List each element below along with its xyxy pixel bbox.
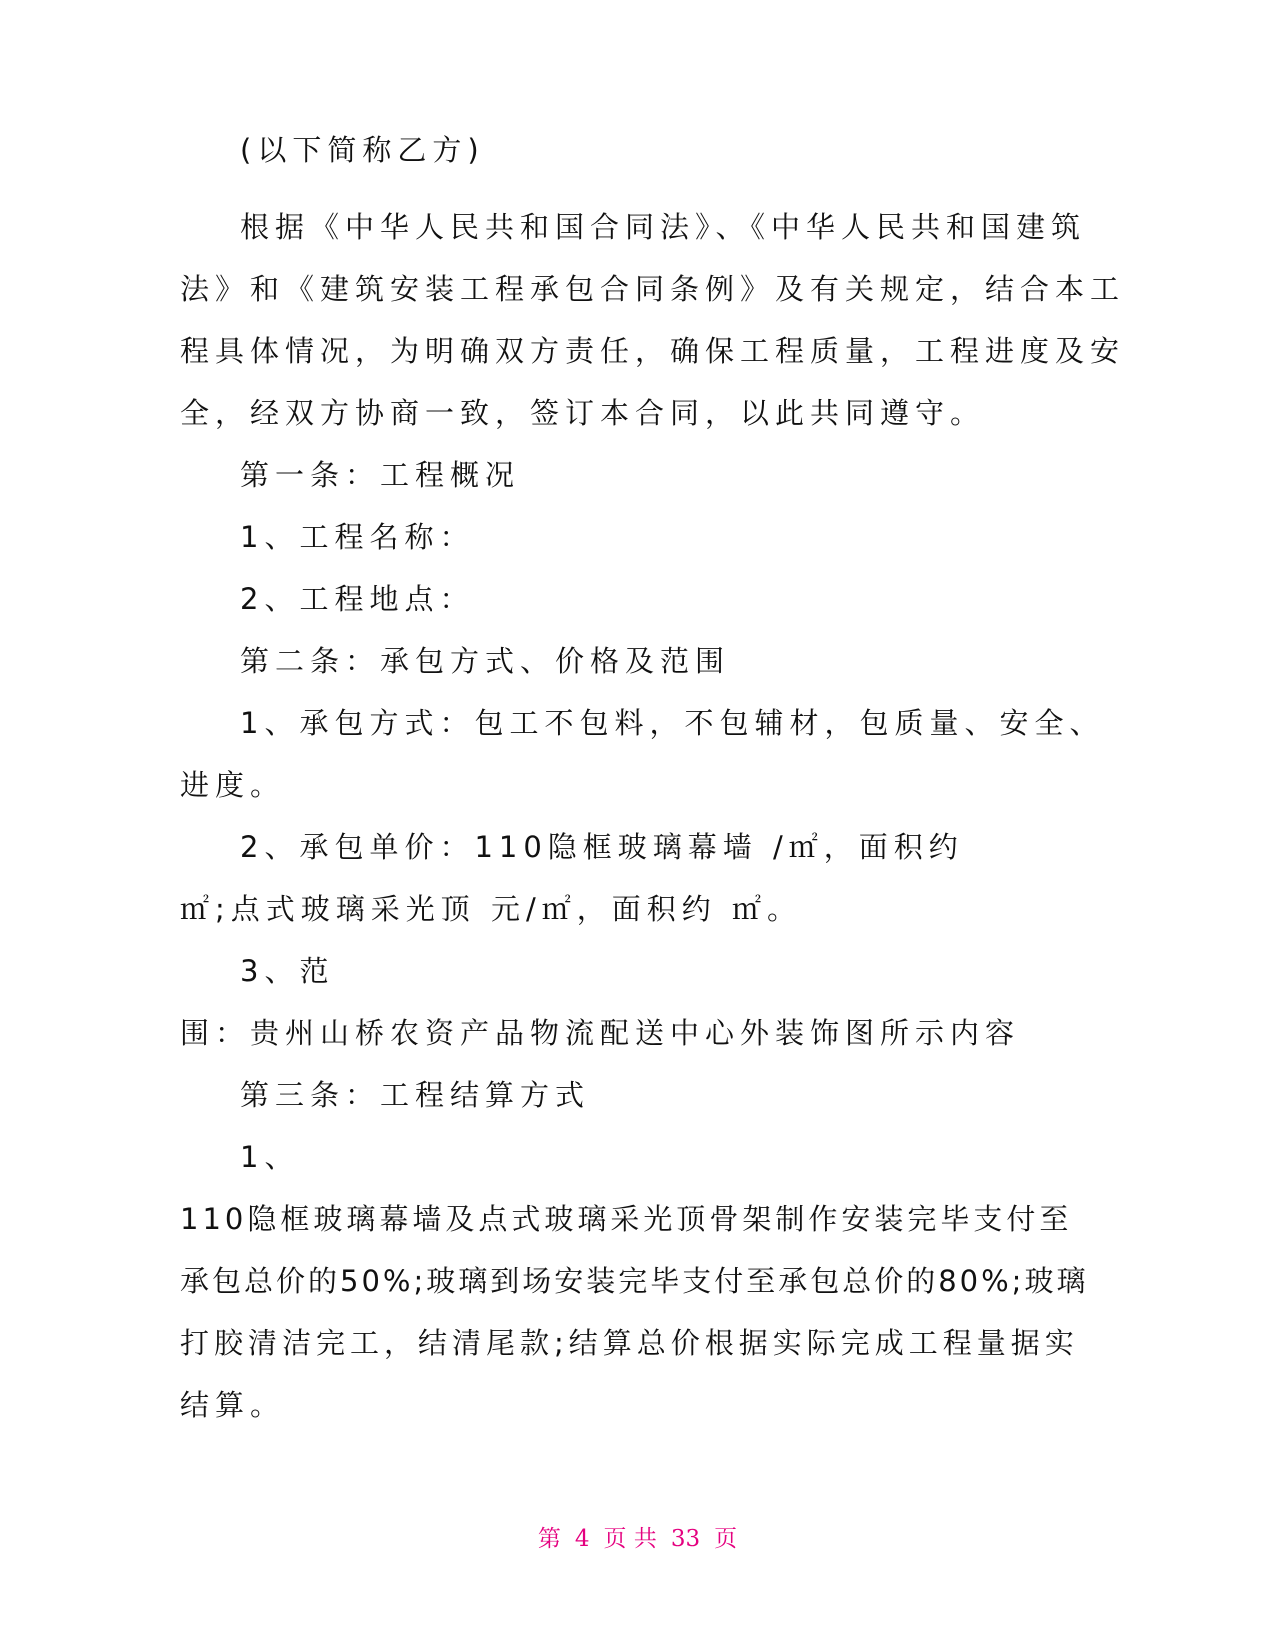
footer-middle: 页 共 xyxy=(603,1526,657,1552)
footer-current-page: 4 xyxy=(574,1526,590,1552)
paragraph-basis-line-4: 全，经双方协商一致，签订本合同，以此共同遵守。 xyxy=(180,396,986,430)
footer-total-pages: 33 xyxy=(670,1526,701,1552)
footer-prefix: 第 xyxy=(537,1526,561,1552)
article-3-item-1-line-1: 110隐框玻璃幕墙及点式玻璃采光顶骨架制作安装完毕支付至 xyxy=(180,1202,1073,1236)
article-2-item-2-line-1: 2、承包单价：110隐框玻璃幕墙 /㎡，面积约 xyxy=(240,830,964,864)
article-3-item-1-line-4: 结算。 xyxy=(180,1388,286,1422)
article-3-item-1-line-3: 打胶清洁完工，结清尾款;结算总价根据实际完成工程量据实 xyxy=(180,1326,1079,1360)
article-1-item-1: 1、工程名称： xyxy=(240,520,475,554)
footer-suffix: 页 xyxy=(714,1526,738,1552)
article-2-heading: 第二条：承包方式、价格及范围 xyxy=(240,644,731,678)
article-2-item-1-line-1: 1、承包方式：包工不包料，不包辅材，包质量、安全、 xyxy=(240,706,1105,740)
article-3-item-1-line-2: 承包总价的50%;玻璃到场安装完毕支付至承包总价的80%;玻璃 xyxy=(180,1264,1089,1298)
article-2-item-3-line-2: 围：贵州山桥农资产品物流配送中心外装饰图所示内容 xyxy=(180,1016,1021,1050)
paragraph-basis-line-3: 程具体情况，为明确双方责任，确保工程质量，工程进度及安 xyxy=(180,334,1126,368)
article-1-heading: 第一条：工程概况 xyxy=(240,458,521,492)
article-1-item-2: 2、工程地点： xyxy=(240,582,475,616)
paragraph-party-b-abbrev: (以下简称乙方) xyxy=(240,133,485,167)
article-2-item-1-line-2: 进度。 xyxy=(180,768,286,802)
paragraph-basis-line-2: 法》和《建筑安装工程承包合同条例》及有关规定，结合本工 xyxy=(180,272,1126,306)
article-2-item-3-line-1: 3、范 xyxy=(240,954,335,988)
article-3-item-1-label: 1、 xyxy=(240,1140,300,1174)
article-3-heading: 第三条：工程结算方式 xyxy=(240,1078,591,1112)
paragraph-basis-line-1: 根据《中华人民共和国合同法》、《中华人民共和国建筑 xyxy=(240,210,1087,244)
page-number-footer xyxy=(0,1524,1275,1554)
article-2-item-2-line-2: ㎡;点式玻璃采光顶 元/㎡，面积约 ㎡。 xyxy=(180,892,802,926)
